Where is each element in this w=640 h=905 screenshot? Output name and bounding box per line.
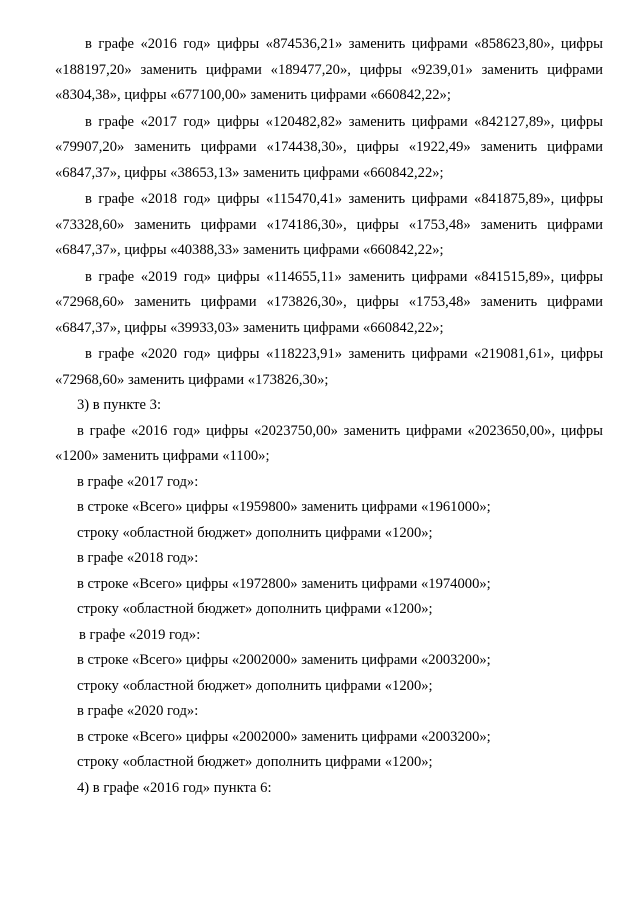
paragraph-2020: в графе «2020 год» цифры «118223,91» заменить цифрами «219081,61», цифры «72968,60» заменить цифрами «173826,30»;: [55, 346, 603, 388]
item-3-line: в строке «Всего» цифры «2002000» заменить цифрами «2003200»;: [77, 652, 491, 668]
item-3-line: строку «областной бюджет» дополнить цифрами «1200»;: [77, 677, 433, 694]
item-3-heading: 3) в пункте 3:: [77, 397, 162, 413]
item-3-line: строку «областной бюджет» дополнить цифрами «1200»;: [77, 754, 433, 770]
item-3-line: в строке «Всего» цифры «1959800» заменить цифрами «1961000»;: [77, 499, 491, 515]
item-4-heading: 4) в графе «2016 год» пункта 6:: [77, 779, 272, 796]
paragraph-2019: в графе «2019 год» цифры «114655,11» заменить цифрами «841515,89», цифры «72968,60» заменить цифрами «173826,30», цифры «1753,48» заменить цифрами «6847,37», цифры «39933,03» заменить цифрами «660842,22»;: [55, 268, 603, 336]
item-3-line: в графе «2019 год»:: [79, 626, 201, 643]
item-3-line: в графе «2017 год»:: [77, 473, 199, 490]
document-page: [55, 32, 603, 801]
item-3-line: в строке «Всего» цифры «1972800» заменить цифрами «1974000»;: [77, 575, 491, 592]
item-3-line: строку «областной бюджет» дополнить цифрами «1200»;: [77, 524, 433, 541]
item-3-line: в графе «2020 год»:: [77, 703, 199, 719]
paragraph-2018: в графе «2018 год» цифры «115470,41» заменить цифрами «841875,89», цифры «73328,60» заменить цифрами «174186,30», цифры «1753,48» заменить цифрами «6847,37», цифры «40388,33» заменить цифрами «660842,22»;: [55, 191, 603, 258]
item-3-line: в строке «Всего» цифры «2002000» заменить цифрами «2003200»;: [77, 728, 491, 745]
item-3-paragraph-2016: в графе «2016 год» цифры «2023750,00» заменить цифрами «2023650,00», цифры «1200» заменить цифрами «1100»;: [55, 422, 603, 464]
paragraph-2016: в графе «2016 год» цифры «874536,21» заменить цифрами «858623,80», цифры «188197,20» заменить цифрами «189477,20», цифры «9239,01» заменить цифрами «8304,38», цифры «677100,00» заменить цифрами «660842,22»;: [55, 36, 603, 103]
paragraph-2017: в графе «2017 год» цифры «120482,82» заменить цифрами «842127,89», цифры «79907,20» заменить цифрами «174438,30», цифры «1922,49» заменить цифрами «6847,37», цифры «38653,13» заменить цифрами «660842,22»;: [55, 113, 603, 181]
item-3-line: в графе «2018 год»:: [77, 550, 199, 566]
item-3-line: строку «областной бюджет» дополнить цифрами «1200»;: [77, 601, 433, 617]
